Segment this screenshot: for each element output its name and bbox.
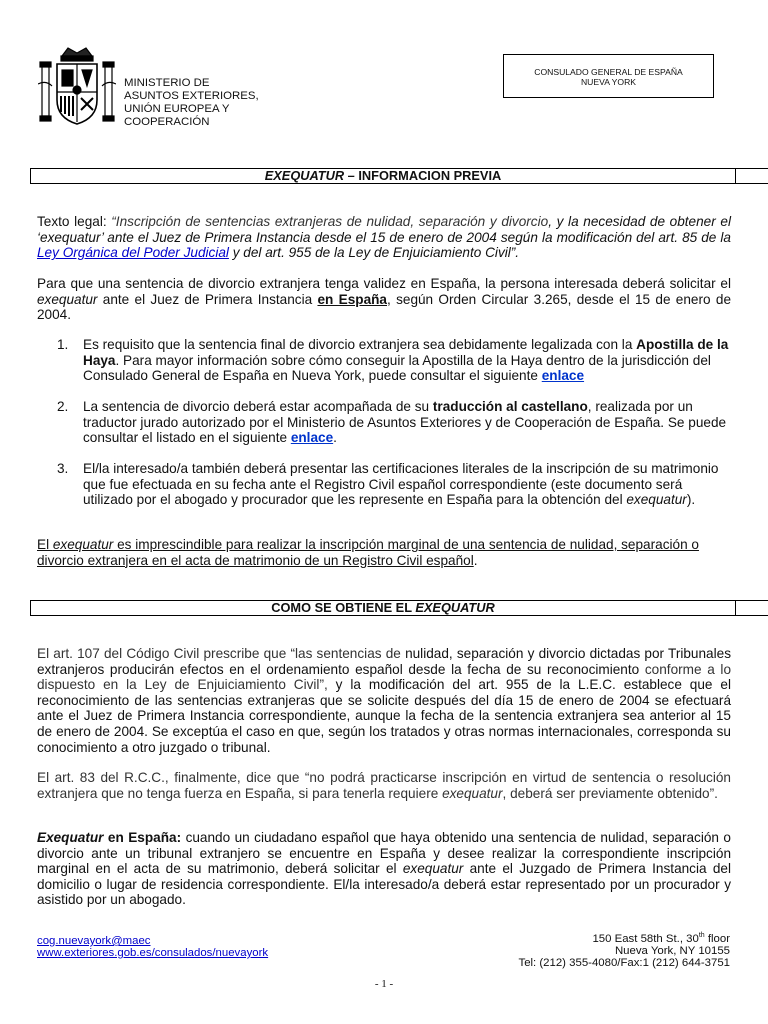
marginal-paragraph: [37, 537, 731, 568]
list-item-italic: exequatur: [626, 492, 687, 508]
address-city: Nueva York, NY 10155: [614, 945, 730, 957]
marginal-text: .: [473, 552, 478, 568]
page-number: - 1 -: [374, 978, 394, 990]
texto-legal-quote: y del art. 955 de la Ley de Enjuiciamiento Civil”.: [228, 245, 520, 261]
section-title-italic: EXEQUATUR: [415, 600, 495, 615]
espana-text: cuando un ciudadano español que haya obtenido una sentencia de nulidad, separación o divorcio ante un tribunal extranjero se encuentre en España y desee realizar la correspondiente inscripción marginal en el acta de su matrimonio, deberá solicitar el: [37, 830, 731, 877]
section-title: [31, 169, 735, 183]
texto-legal-quote: “Inscripción de sentencias extranjeras de nulidad, separación y divorcio: [111, 214, 549, 229]
art83-paragraph: [37, 770, 731, 801]
list-item-text: , realizada por un traductor jurado autorizado por el Ministerio de Asuntos Exteriores y de Cooperación de España. Se puede consultar el listado en el siguiente: [83, 399, 727, 446]
section-header-informacion-previa: [30, 168, 768, 184]
art83-exequatur: exequatur: [442, 785, 503, 801]
section-title-rest: COMO SE OBTIENE EL: [271, 600, 416, 615]
consulate-city: NUEVA YORK: [580, 77, 637, 87]
list-item-bold: Apostilla de la Haya: [83, 337, 729, 368]
list-item: [57, 461, 731, 508]
list-item-number: 2.: [57, 399, 69, 414]
list-item-text: . Para mayor información sobre cómo conseguir la Apostilla de la Haya dentro de la jurisdicción del Consulado General de España en Nueva York, puede consultar el siguiente: [83, 352, 711, 384]
espana-exequatur: exequatur: [402, 861, 464, 877]
footer-contact: [37, 935, 268, 959]
list-item-bold: traducción al castellano: [432, 399, 588, 414]
address-street: 150 East 58th St., 30: [592, 933, 699, 945]
art107-text: nulidad, separación y divorcio dictadas por Tribunales extranjeros producirán efectos en el ordenamiento español desde la fecha de su reconocimiento: [37, 646, 731, 677]
section-title: [31, 601, 735, 615]
texto-legal-label: Texto legal:: [37, 214, 112, 229]
consulate-name: CONSULADO GENERAL DE ESPAÑA: [534, 67, 683, 77]
list-item: [57, 337, 731, 384]
phone-fax: Tel: (212) 355-4080/Fax:1 (212) 644-3751: [518, 957, 730, 969]
list-item-text: .: [333, 430, 337, 446]
list-item-number: 1.: [57, 337, 69, 352]
art107-text: conforme a lo dispuesto en la Ley de Enjuiciamiento Civil”,: [37, 661, 732, 693]
art83-text: El art. 83 del R.C.C., finalmente, dice que “no podrá practicarse inscripción en virtud de sentencia o resolución extranjera que no tenga fuerza en España, si para tenerla requiere: [37, 770, 731, 801]
section-title-italic: EXEQUATUR: [264, 168, 345, 183]
address-line: [519, 933, 731, 945]
texto-legal-paragraph: [37, 214, 731, 261]
traductores-enlace-link[interactable]: enlace: [290, 430, 334, 446]
exequatur-espana-paragraph: [37, 830, 731, 908]
ministry-name: [124, 77, 304, 129]
list-item-number: 3.: [57, 461, 69, 476]
email-link[interactable]: cog.nuevayork@maec: [37, 935, 151, 947]
section-header-como-se-obtiene: [30, 600, 768, 616]
section-title-rest: – INFORMACION PREVIA: [344, 168, 502, 183]
marginal-text: El: [37, 537, 53, 552]
list-item: [57, 399, 731, 446]
intro-en-espana: en España: [317, 291, 387, 307]
art107-text: y la modificación del art. 955 de la L.E.C. establece que el reconocimiento de las sentencias extranjeras que se solicite después del día 15 de enero de 2004 se efectuará ante el Juez de Primera Instancia correspondiente, aunque la fecha de la sentencia extranjera sea anterior al 15 de enero de 2004. Se exceptúa el caso en que, según los tratados y otras normas internacionales, corresponda su conocimiento a otro juzgado o tribunal.: [37, 677, 731, 755]
section-bar-cell: [735, 600, 768, 616]
marginal-exequatur: exequatur: [52, 537, 114, 552]
intro-text: , según Orden Circular 3.265, desde el 15 de enero de 2004.: [37, 291, 732, 323]
espana-text: ante el Juzgado de Primera Instancia del domicilio o lugar de residencia correspondiente. El/la interesado/a deberá estar representado por un procurador y asistido por un abogado.: [37, 861, 731, 908]
texto-legal-quote: , y la necesidad de obtener el ‘exequatur’ ante el Juez de Primera Instancia desde el 15 de enero de 2004 según la modificación del art. 85 de la: [37, 214, 731, 245]
address-sup: th: [698, 932, 705, 940]
art107-paragraph: [37, 646, 731, 755]
marginal-text: es imprescindible para realizar la inscripción marginal de una sentencia de nulidad, separación o divorcio extranjera en el acta de matrimonio de un Registro Civil español: [37, 537, 699, 568]
spanish-coat-of-arms-icon: [38, 44, 116, 130]
espana-heading-italic: Exequatur: [37, 830, 104, 845]
intro-text: ante el Juez de Primera Instancia: [97, 291, 318, 307]
art83-text: , deberá ser previamente obtenido”.: [502, 785, 718, 801]
section-bar-cell: [735, 168, 768, 184]
ministry-line: COOPERACIÓN: [124, 116, 210, 128]
intro-exequatur: exequatur: [37, 291, 98, 307]
address-floor: floor: [704, 933, 730, 945]
ministry-line: MINISTERIO DE: [124, 77, 210, 89]
list-item-text: La sentencia de divorcio deberá estar acompañada de su: [83, 399, 433, 414]
ministry-line: ASUNTOS EXTERIORES,: [124, 90, 259, 102]
apostilla-enlace-link[interactable]: enlace: [541, 368, 585, 384]
espana-heading: en España:: [103, 830, 182, 845]
ministry-line: UNIÓN EUROPEA Y: [124, 103, 230, 115]
consulate-box: [503, 54, 714, 98]
intro-text: Para que una sentencia de divorcio extranjera tenga validez en España, la persona interesada deberá solicitar el: [37, 276, 731, 291]
list-item-text: El/la interesado/a también deberá presentar las certificaciones literales de la inscripción de su matrimonio que fue efectuada en su fecha ante el Registro Civil español correspondiente (este documento será utilizado por el abogado y procurador que les represente en España para la obtención del: [83, 461, 719, 508]
art107-text: El art. 107 del Código Civil prescribe que “las sentencias de: [37, 646, 406, 661]
website-link[interactable]: www.exteriores.gob.es/consulados/nuevayork: [37, 947, 269, 959]
footer-address: [519, 933, 731, 969]
list-item-text: Es requisito que la sentencia final de divorcio extranjera sea debidamente legalizada con la: [83, 337, 637, 352]
list-item-text: ).: [686, 492, 696, 508]
intro-paragraph: [37, 276, 731, 323]
ley-organica-link[interactable]: Ley Orgánica del Poder Judicial: [37, 245, 229, 261]
